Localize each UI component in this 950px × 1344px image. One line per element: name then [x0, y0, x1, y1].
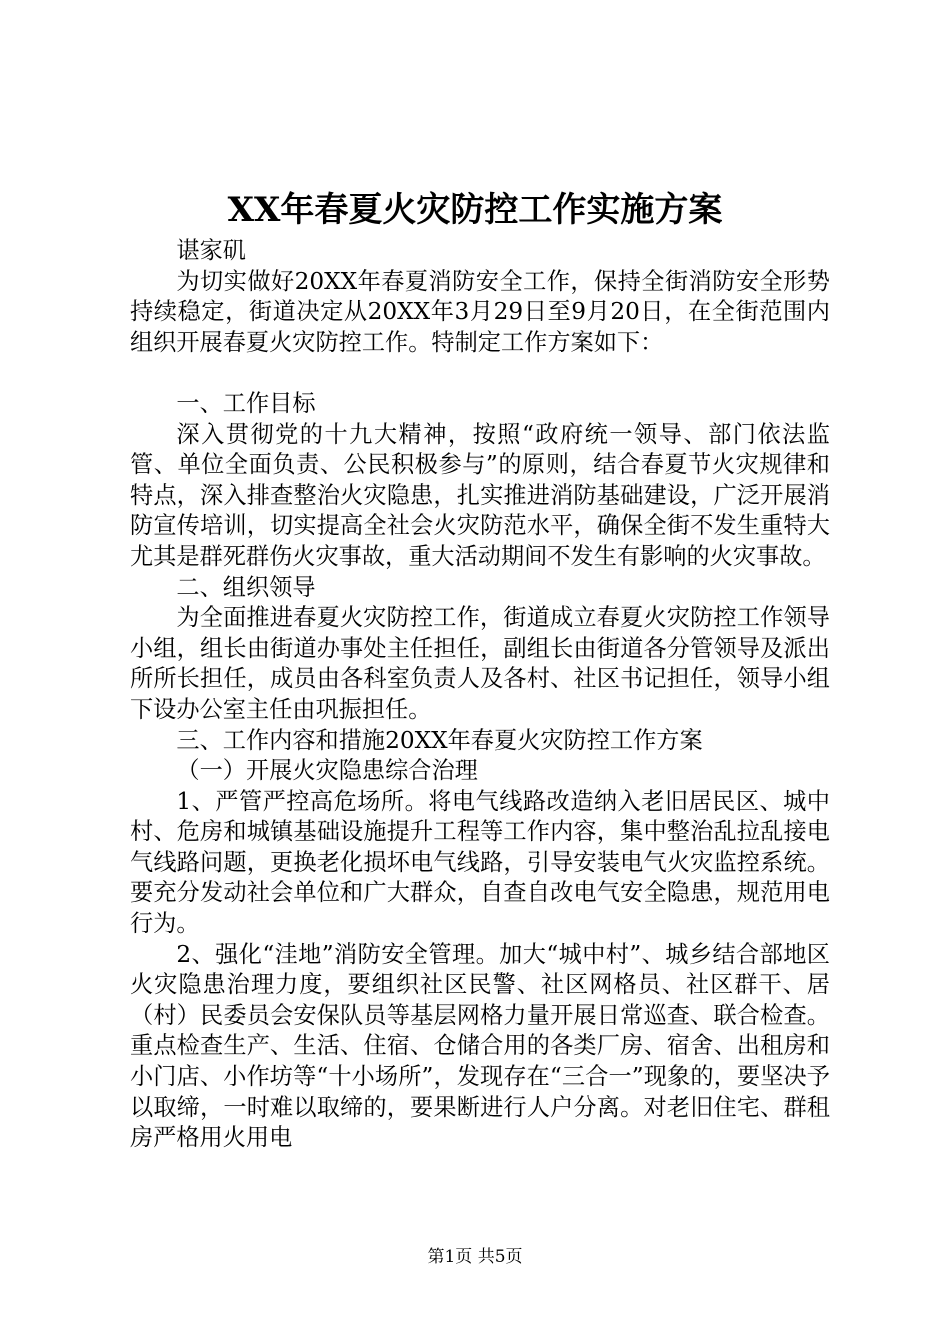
paragraph-item-2: 2、强化“洼地”消防安全管理。加大“城中村”、城乡结合部地区火灾隐患治理力度，要组织社区民警、社区网格员、社区群干、居（村）民委员会安保队员等基层网格力量开展日常巡查、联合检查。重点检查生产、生活、住宿、仓储合用的各类厂房、宿舍、出租房和小门店、小作坊等“十小场所”，发现存在“三合一”现象的，要坚决予以取缔，一时难以取缔的，要果断进行人户分离。对老旧住宅、群租房严格用火用电 [130, 940, 830, 1152]
author-line: 谌家矶 [176, 237, 246, 264]
paragraph-goals: 深入贯彻党的十九大精神，按照“政府统一领导、部门依法监管、单位全面负责、公民积极参与”的原则，结合春夏节火灾规律和特点，深入排查整治火灾隐患，扎实推进消防基础建设，广泛开展消防宣传培训，切实提高全社会火灾防范水平，确保全街不发生重特大尤其是群死群伤火灾事故，重大活动期间不发生有影响的火灾事故。 [130, 420, 830, 570]
page-number: 第1页 共5页 [427, 1247, 523, 1267]
document-body [130, 236, 830, 1154]
section-heading-goals: 一、工作目标 [176, 389, 316, 417]
subsection-heading-hazards: （一）开展火灾隐患综合治理 [176, 757, 478, 785]
paragraph-organization: 为全面推进春夏火灾防控工作，街道成立春夏火灾防控工作领导小组，组长由街道办事处主任担任，副组长由街道各分管领导及派出所所长担任，成员由各科室负责人及各村、社区书记担任，领导小组下设办公室主任由巩振担任。 [130, 604, 830, 723]
section-heading-measures: 三、工作内容和措施20XX年春夏火灾防控工作方案 [176, 726, 703, 754]
section-heading-organization: 二、组织领导 [176, 573, 316, 601]
paragraph-item-1: 1、严管严控高危场所。将电气线路改造纳入老旧居民区、城中村、危房和城镇基础设施提升工程等工作内容，集中整治乱拉乱接电气线路问题，更换老化损坏电气线路，引导安装电气火灾监控系统。要充分发动社会单位和广大群众，自查自改电气安全隐患，规范用电行为。 [130, 787, 830, 938]
paragraph-intro: 为切实做好20XX年春夏消防安全工作，保持全街消防安全形势持续稳定，街道决定从20XX年3月29日至9月20日，在全街范围内组织开展春夏火灾防控工作。特制定工作方案如下： [130, 267, 830, 356]
document-title: XX年春夏火灾防控工作实施方案 [227, 190, 723, 230]
